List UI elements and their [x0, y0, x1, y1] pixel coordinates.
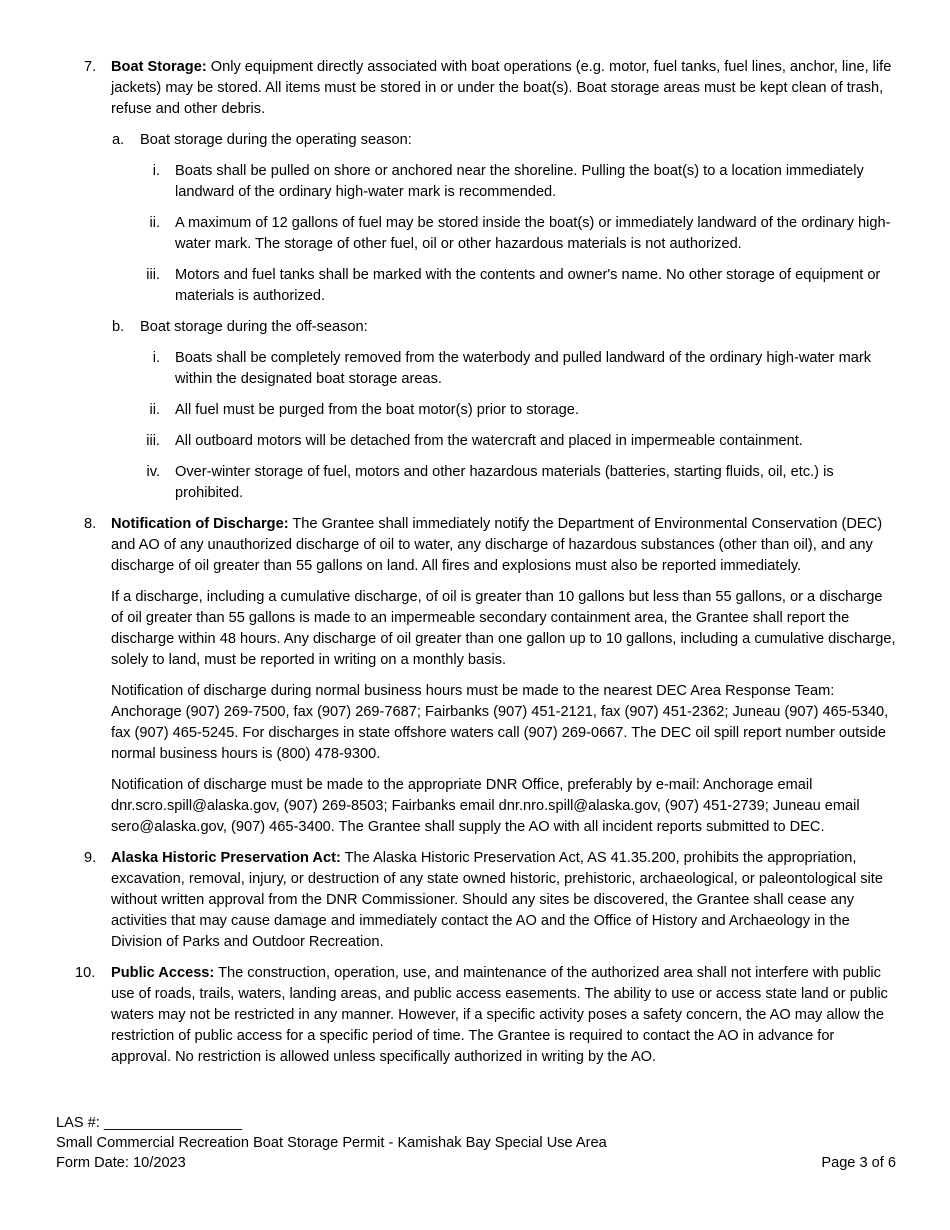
clause-paragraph: If a discharge, including a cumulative discharge, of oil is greater than 10 gallons but less than 55 gallons, or a discharge of oil greater than 55 gallons is made to an impermeable secondary containment area, the Grantee shall report the discharge within 48 hours. Any discharge of oil greater than one gallon up to 10 gallons, including a cumulative discharge, solely to land, must be reported in writing on a monthly basis.	[111, 589, 896, 668]
clause-heading: Public Access:	[111, 965, 215, 981]
list-item-label: iv.	[146, 464, 160, 480]
clause-number: 8.	[84, 516, 97, 532]
clause-text: The Grantee shall immediately notify the Department of Environmental Conservation (DEC) and AO of any unauthorized discharge of oil to water, any discharge of hazardous substances (other than oil), and any discharge of oil greater than 55 gallons on land. All fires and explosions must also be reported immediately.	[111, 516, 883, 574]
list-item-label: i.	[152, 163, 160, 179]
subclause-label: b.	[112, 319, 125, 335]
list-item	[84, 400, 896, 421]
clause-paragraph	[111, 848, 896, 953]
clause-text: Only equipment directly associated with boat operations (e.g. motor, fuel tanks, fuel lines, anchor, line, life jackets) may be stored. All items must be stored in or under the boat(s). Boat storage areas must be kept clean of trash, refuse and other debris.	[111, 59, 892, 117]
list-item-text: Motors and fuel tanks shall be marked with the contents and owner's name. No other storage of equipment or materials is authorized.	[175, 267, 881, 304]
clause-heading: Alaska Historic Preservation Act:	[111, 850, 341, 866]
subclause-a	[84, 130, 896, 151]
footer-las-number: LAS #: _________________	[56, 1115, 242, 1131]
list-item	[84, 161, 896, 203]
clause-paragraph: Notification of discharge during normal business hours must be made to the nearest DEC Area Response Team: Anchorage (907) 269-7500, fax (907) 269-7687; Fairbanks (907) 451-2121, fax (907) 451-2362; Juneau (907) 465-5340, fax (907) 465-5245. For discharges in state offshore waters call (907) 269-0667. The DEC oil spill report number outside normal business hours is (800) 478-9300.	[111, 683, 889, 762]
clause-paragraph: Notification of discharge must be made to the appropriate DNR Office, preferably by e-mail: Anchorage email dnr.scro.spill@alaska.gov, (907) 269-8503; Fairbanks email dnr.nro.spill@alaska.gov, (907) 451-2739; Juneau email sero@alaska.gov, (907) 465-3400. The Grantee shall supply the AO with all incident reports submitted to DEC.	[111, 777, 860, 835]
clause-paragraph	[111, 514, 896, 577]
clause-heading: Notification of Discharge:	[111, 516, 289, 532]
footer-page-number: Page 3 of 6	[821, 1155, 896, 1171]
clause-10-public-access	[75, 963, 896, 1068]
list-item	[84, 213, 896, 255]
list-item	[84, 462, 896, 504]
footer-date-row	[56, 1153, 896, 1173]
list-item-text: All fuel must be purged from the boat motor(s) prior to storage.	[175, 402, 579, 418]
subclause-text: Boat storage during the off-season:	[140, 319, 368, 335]
clause-heading: Boat Storage:	[111, 59, 207, 75]
clause-7-boat-storage	[84, 57, 896, 120]
footer-form-date: Form Date: 10/2023	[56, 1155, 186, 1171]
clause-number: 9.	[84, 850, 97, 866]
footer-form-title: Small Commercial Recreation Boat Storage Permit - Kamishak Bay Special Use Area	[56, 1135, 607, 1151]
document-body	[75, 57, 896, 1078]
clause-9-historic-preservation	[84, 848, 896, 953]
clause-paragraph	[111, 57, 896, 120]
list-item	[84, 265, 896, 307]
list-item-text: Over-winter storage of fuel, motors and other hazardous materials (batteries, starting fluids, oil, etc.) is prohibited.	[175, 464, 834, 501]
list-item-label: ii.	[149, 402, 160, 418]
list-item-label: i.	[152, 350, 160, 366]
list-item-label: ii.	[149, 215, 160, 231]
subclause-text: Boat storage during the operating season:	[140, 132, 412, 148]
list-item-text: Boats shall be pulled on shore or anchored near the shoreline. Pulling the boat(s) to a location immediately landward of the ordinary high-water mark is recommended.	[175, 163, 864, 200]
list-item-text: A maximum of 12 gallons of fuel may be stored inside the boat(s) or immediately landward of the ordinary high-water mark. The storage of other fuel, oil or other hazardous materials is not authorized.	[175, 215, 891, 252]
clause-text: The Alaska Historic Preservation Act, AS 41.35.200, prohibits the appropriation, excavation, removal, injury, or destruction of any state owned historic, prehistoric, archaeological, or paleontological site without written approval from the DNR Commissioner. Should any sites be discovered, the Grantee shall cease any activities that may cause damage and immediately contact the AO and the Office of History and Archaeology in the Division of Parks and Outdoor Recreation.	[111, 850, 883, 950]
list-item-label: iii.	[146, 267, 160, 283]
clause-number: 7.	[84, 59, 97, 75]
list-item	[84, 348, 896, 390]
clause-8-notification-of-discharge	[84, 514, 896, 838]
list-item-label: iii.	[146, 433, 160, 449]
clause-text: The construction, operation, use, and maintenance of the authorized area shall not interfere with public use of roads, trails, waters, landing areas, and public access easements. The ability to use or access state land or public waters may not be restricted in any manner. However, if a specific activity poses a safety concern, the AO may allow the restriction of public access for a specific period of time. The Grantee is required to contact the AO in advance for approval. No restriction is allowed unless specifically authorized in writing by the AO.	[111, 965, 888, 1065]
clause-paragraph	[111, 963, 896, 1068]
list-item-text: Boats shall be completely removed from the waterbody and pulled landward of the ordinary high-water mark within the designated boat storage areas.	[175, 350, 871, 387]
subclause-label: a.	[112, 132, 125, 148]
list-item-text: All outboard motors will be detached from the watercraft and placed in impermeable containment.	[175, 433, 803, 449]
list-item	[84, 431, 896, 452]
page-footer	[56, 1113, 896, 1173]
subclause-b	[84, 317, 896, 338]
clause-number: 10.	[75, 965, 96, 981]
